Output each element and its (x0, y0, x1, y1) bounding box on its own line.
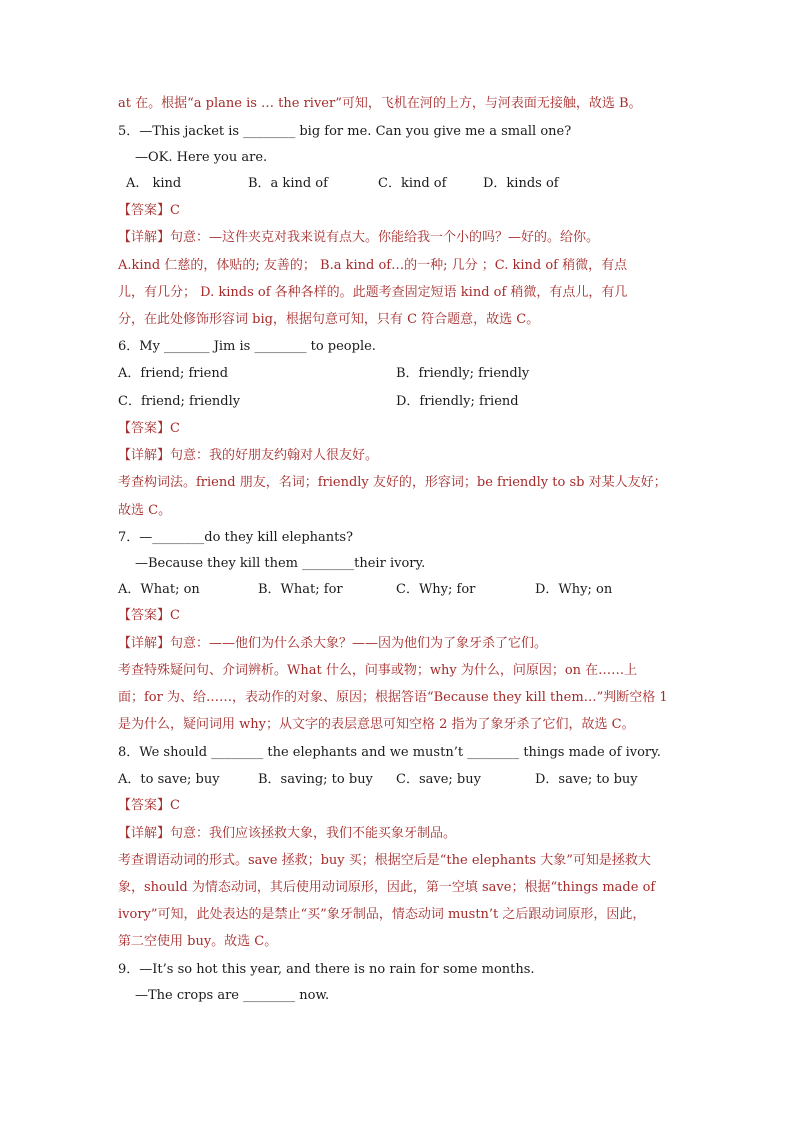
q5-option-d: D．kinds of (483, 176, 559, 191)
q6-answer: 【答案】C (118, 421, 180, 436)
q6-option-d: D．friendly; friend (396, 394, 519, 409)
q9-reply: —The crops are ________ now. (135, 988, 330, 1003)
q5-explain-3: 儿，有几分； D. kinds of 各种各样的。此题考查固定短语 kind of 稍微，有点儿，有几 (118, 285, 628, 300)
q8-explain-3: 象，should 为情态动词，其后使用动词原形，因此，第一空填 save；根据“things made of (118, 880, 656, 895)
q6-explain-1: 【详解】句意：我的好朋友约翰对人很友好。 (118, 448, 379, 463)
q8-explain-1: 【详解】句意：我们应该拯救大象，我们不能买象牙制品。 (118, 826, 457, 841)
q8-explain-5: 第二空使用 buy。故选 C。 (118, 934, 278, 949)
q7-stem: 7．—________do they kill elephants? (118, 530, 354, 545)
q5-option-c: C．kind of (378, 176, 447, 191)
q7-explain-1: 【详解】句意：——他们为什么杀大象？——因为他们为了象牙杀了它们。 (118, 636, 548, 651)
q7-explain-4: 是为什么，疑问词用 why；从文字的表层意思可知空格 2 指为了象牙杀了它们，故选 C。 (118, 717, 635, 732)
q8-option-b: B．saving; to buy (258, 772, 373, 787)
q8-answer: 【答案】C (118, 798, 180, 813)
q6-option-c: C．friend; friendly (118, 394, 241, 409)
q6-explain-2: 考查构词法。friend 朋友，名词；friendly 友好的，形容词；be friendly to sb 对某人友好； (118, 475, 667, 490)
q7-option-c: C．Why; for (396, 582, 476, 597)
q7-option-b: B．What; for (258, 582, 343, 597)
q6-option-a: A．friend; friend (118, 366, 229, 381)
q5-explain-1: 【详解】句意：—这件夹克对我来说有点大。你能给我一个小的吗？—好的。给你。 (118, 230, 600, 245)
q7-explain-2: 考查特殊疑问句、介词辨析。What 什么，问事或物；why 为什么，问原因；on 在……上 (118, 663, 638, 678)
q8-option-a: A．to save; buy (118, 772, 220, 787)
q8-option-c: C．save; buy (396, 772, 481, 787)
q7-option-a: A．What; on (118, 582, 200, 597)
q5-answer: 【答案】C (118, 203, 180, 218)
q6-stem: 6．My _______ Jim is ________ to people. (118, 339, 376, 354)
q7-option-d: D．Why; on (535, 582, 613, 597)
previous-explanation-tail: at 在。根据“a plane is … the river”可知，飞机在河的上方，与河表面无接触，故选 B。 (118, 96, 642, 111)
q5-option-a: A. kind (126, 176, 182, 191)
q9-stem: 9．—It’s so hot this year, and there is no rain for some months. (118, 962, 535, 977)
q5-option-b: B．a kind of (248, 176, 328, 191)
q5-reply: —OK. Here you are. (135, 150, 268, 165)
q8-option-d: D．save; to buy (535, 772, 638, 787)
q8-stem: 8．We should ________ the elephants and we mustn’t ________ things made of ivory. (118, 745, 661, 760)
q6-explain-3: 故选 C。 (118, 503, 172, 518)
q5-explain-2: A.kind 仁慈的，体贴的; 友善的； B.a kind of…的一种; 几分 ；C. kind of 稍微，有点 (118, 258, 628, 273)
q8-explain-2: 考查谓语动词的形式。save 拯救；buy 买；根据空后是“the elephants 大象”可知是拯救大 (118, 853, 651, 868)
q7-answer: 【答案】C (118, 608, 180, 623)
q6-option-b: B．friendly; friendly (396, 366, 530, 381)
q7-reply: —Because they kill them ________their ivory. (135, 556, 426, 571)
q5-explain-4: 分，在此处修饰形容词 big，根据句意可知，只有 C 符合题意，故选 C。 (118, 312, 540, 327)
q5-stem: 5．—This jacket is ________ big for me. Can you give me a small one? (118, 124, 572, 139)
q8-explain-4: ivory”可知，此处表达的是禁止“买”象牙制品，情态动词 mustn’t 之后跟动词原形，因此， (118, 907, 646, 922)
q7-explain-3: 面；for 为、给……，表动作的对象、原因；根据答语“Because they kill them…”判断空格 1 (118, 690, 668, 705)
